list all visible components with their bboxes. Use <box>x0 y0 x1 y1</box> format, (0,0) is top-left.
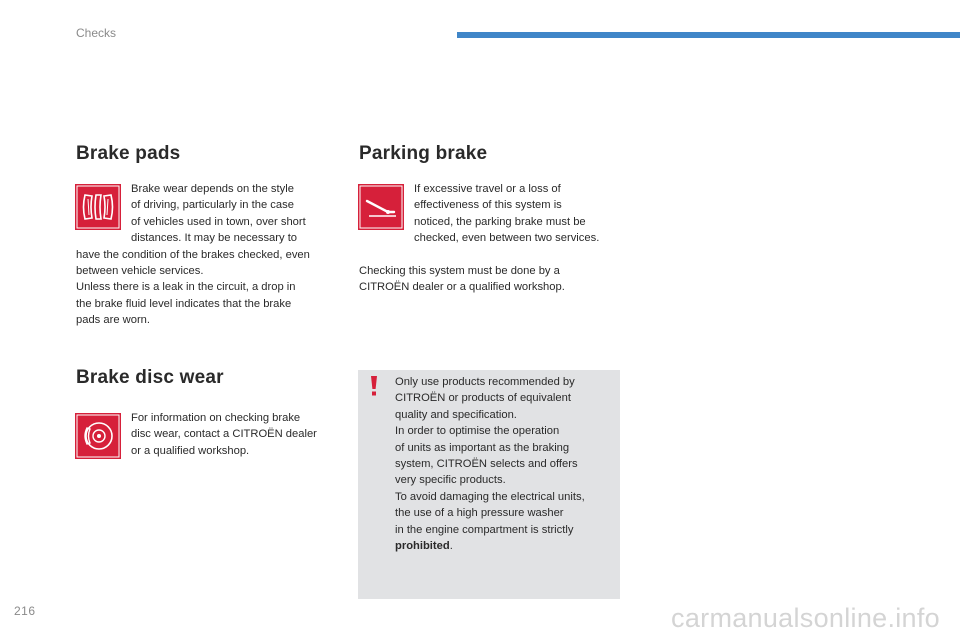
text-line: checked, even between two services. <box>414 232 600 245</box>
warning-text <box>395 374 617 554</box>
text-line: system, CITROËN selects and offers <box>395 458 578 471</box>
text-line: quality and specification. <box>395 408 517 421</box>
text-line: of units as important as the braking <box>395 441 570 454</box>
text-line: CITROËN or products of equivalent <box>395 392 571 405</box>
watermark: carmanualsonline.info <box>671 603 940 633</box>
text-line: Unless there is a leak in the circuit, a drop in <box>76 281 296 294</box>
brake-pads-heading: Brake pads <box>76 143 181 164</box>
text-line: CITROËN dealer or a qualified workshop. <box>359 281 565 294</box>
brake-disc-wear-heading: Brake disc wear <box>76 367 224 388</box>
prohibited-emphasis: prohibited <box>395 540 450 553</box>
text-line: or a qualified workshop. <box>131 444 250 457</box>
text-line: have the condition of the brakes checked, even <box>76 248 310 261</box>
text-line: pads are worn. <box>76 314 151 327</box>
text-line: between vehicle services. <box>76 265 204 278</box>
parking-brake-note <box>359 263 619 296</box>
parking-brake-text <box>414 181 634 247</box>
text-line: very specific products. <box>395 474 506 487</box>
header-rule <box>457 32 960 38</box>
text-line: In order to optimise the operation <box>395 425 560 438</box>
text-line: Brake wear depends on the style <box>131 183 294 195</box>
parking-brake-heading: Parking brake <box>359 143 488 164</box>
text-line: distances. It may be necessary to <box>131 232 298 245</box>
text-line-final <box>395 538 617 554</box>
text-line: the use of a high pressure washer <box>395 507 564 520</box>
parking-brake-lever-icon <box>358 184 404 230</box>
text-line: Checking this system must be done by a <box>359 265 560 277</box>
text-line: Only use products recommended by <box>395 376 575 388</box>
brake-pads-text <box>76 181 336 329</box>
exclamation-icon <box>366 375 382 397</box>
text-line: To avoid damaging the electrical units, <box>395 490 585 503</box>
brake-disc-icon <box>75 413 121 459</box>
text-line: If excessive travel or a loss of <box>414 183 561 195</box>
text-line: noticed, the parking brake must be <box>414 215 586 228</box>
text-line: effectiveness of this system is <box>414 199 562 212</box>
text-line: the brake fluid level indicates that the brake <box>76 297 292 310</box>
text-line: disc wear, contact a CITROËN dealer <box>131 428 317 441</box>
section-label: Checks <box>76 26 117 40</box>
final-punctuation: . <box>449 540 453 553</box>
brake-disc-wear-text <box>131 410 341 459</box>
page-number: 216 <box>14 604 36 618</box>
text-line: of vehicles used in town, over short <box>131 215 306 228</box>
text-line: in the engine compartment is strictly <box>395 523 574 536</box>
text-line: of driving, particularly in the case <box>131 199 294 212</box>
text-line: For information on checking brake <box>131 412 301 424</box>
